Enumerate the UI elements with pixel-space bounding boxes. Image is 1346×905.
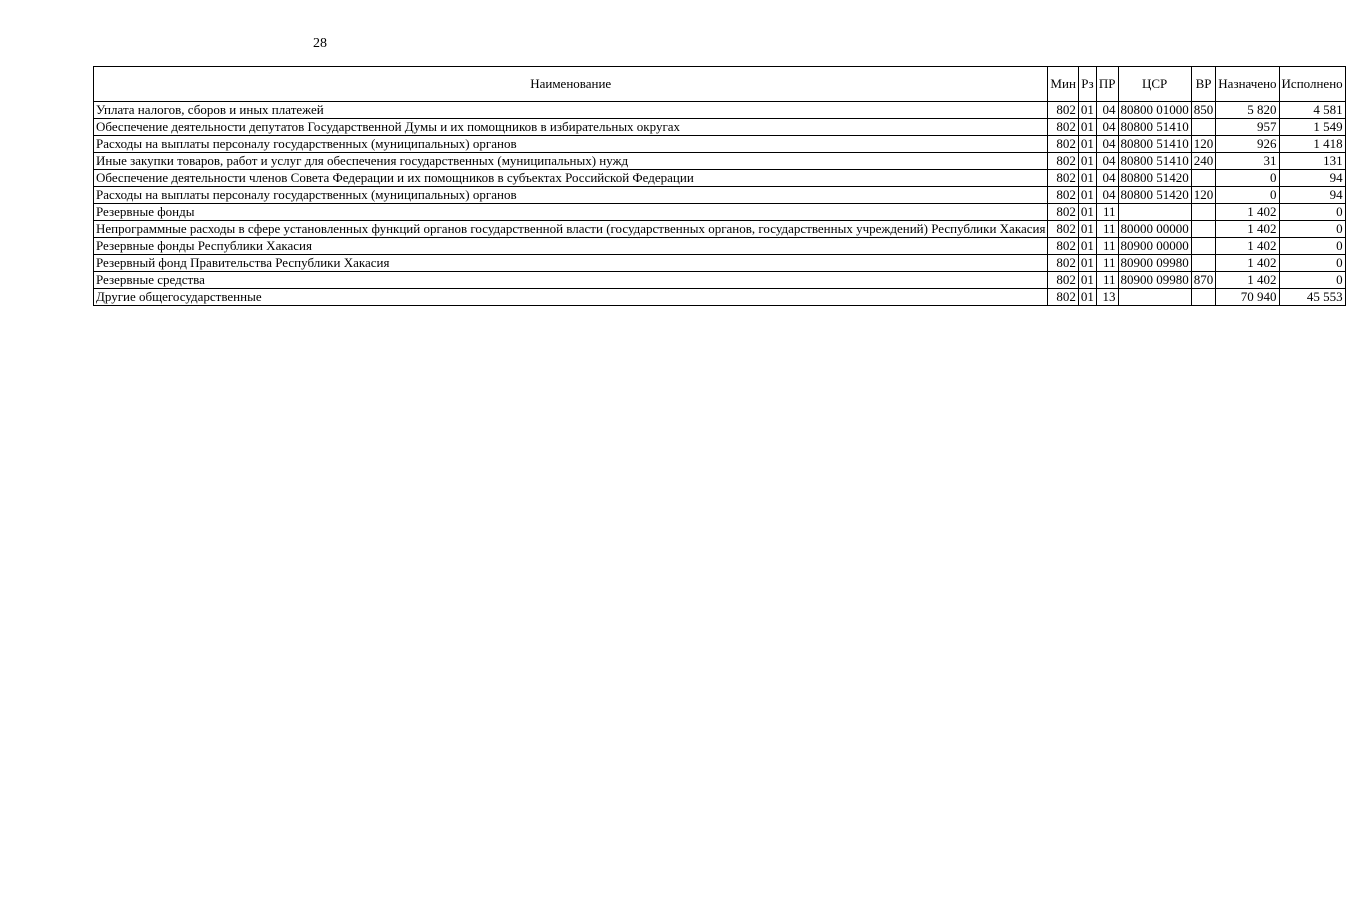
row-vr: [1191, 170, 1216, 187]
row-executed: 4 581: [1279, 102, 1345, 119]
table-row: [94, 204, 1346, 221]
row-vr: [1191, 204, 1216, 221]
row-csr: 80900 09980: [1118, 272, 1191, 289]
row-pr: 11: [1096, 272, 1118, 289]
row-assigned: 1 402: [1216, 204, 1279, 221]
row-rz: 01: [1078, 272, 1096, 289]
row-min: 802: [1048, 153, 1078, 170]
row-assigned: 1 402: [1216, 238, 1279, 255]
row-csr: [1118, 204, 1191, 221]
row-name: Резервные средства: [94, 272, 1048, 289]
row-rz: 01: [1078, 238, 1096, 255]
header-vr: ВР: [1191, 67, 1216, 102]
row-executed: 1 418: [1279, 136, 1345, 153]
table-row: [94, 272, 1346, 289]
row-assigned: 5 820: [1216, 102, 1279, 119]
row-name: Обеспечение деятельности членов Совета Федерации и их помощников в субъектах Российской Федерации: [94, 170, 1048, 187]
row-csr: 80800 51420: [1118, 170, 1191, 187]
row-rz: 01: [1078, 119, 1096, 136]
row-min: 802: [1048, 238, 1078, 255]
row-assigned: 70 940: [1216, 289, 1279, 306]
row-assigned: 1 402: [1216, 272, 1279, 289]
row-name: Расходы на выплаты персоналу государственных (муниципальных) органов: [94, 187, 1048, 204]
row-pr: 04: [1096, 187, 1118, 204]
table-row: [94, 289, 1346, 306]
table-header-row: [94, 67, 1346, 102]
header-assigned: Назначено: [1216, 67, 1279, 102]
row-assigned: 957: [1216, 119, 1279, 136]
row-executed: 94: [1279, 170, 1345, 187]
row-name: Резервный фонд Правительства Республики Хакасия: [94, 255, 1048, 272]
table-row: [94, 221, 1346, 238]
table-row: [94, 136, 1346, 153]
row-min: 802: [1048, 255, 1078, 272]
page-number: 28: [313, 36, 327, 51]
row-assigned: 31: [1216, 153, 1279, 170]
row-csr: 80900 09980: [1118, 255, 1191, 272]
header-name: Наименование: [94, 67, 1048, 102]
row-min: 802: [1048, 272, 1078, 289]
row-pr: 04: [1096, 170, 1118, 187]
row-min: 802: [1048, 119, 1078, 136]
row-csr: 80900 00000: [1118, 238, 1191, 255]
row-name: Непрограммные расходы в сфере установленных функций органов государственной власти (государственных органов, государственных учреждений) Республики Хакасия: [94, 221, 1048, 238]
row-assigned: 0: [1216, 187, 1279, 204]
row-vr: 240: [1191, 153, 1216, 170]
row-assigned: 0: [1216, 170, 1279, 187]
row-vr: [1191, 289, 1216, 306]
budget-table: [93, 66, 1346, 306]
row-assigned: 926: [1216, 136, 1279, 153]
row-min: 802: [1048, 102, 1078, 119]
row-vr: 120: [1191, 187, 1216, 204]
row-min: 802: [1048, 170, 1078, 187]
row-rz: 01: [1078, 153, 1096, 170]
row-csr: 80800 51410: [1118, 136, 1191, 153]
row-executed: 0: [1279, 204, 1345, 221]
header-pr: ПР: [1096, 67, 1118, 102]
table-row: [94, 170, 1346, 187]
row-name: Другие общегосударственные: [94, 289, 1048, 306]
row-name: Уплата налогов, сборов и иных платежей: [94, 102, 1048, 119]
header-rz: Рз: [1078, 67, 1096, 102]
row-executed: 94: [1279, 187, 1345, 204]
row-min: 802: [1048, 187, 1078, 204]
table-row: [94, 153, 1346, 170]
row-rz: 01: [1078, 221, 1096, 238]
table-row: [94, 187, 1346, 204]
row-pr: 11: [1096, 238, 1118, 255]
row-vr: 120: [1191, 136, 1216, 153]
row-vr: 850: [1191, 102, 1216, 119]
row-csr: 80800 51410: [1118, 119, 1191, 136]
table-row: [94, 102, 1346, 119]
row-pr: 04: [1096, 119, 1118, 136]
table-row: [94, 119, 1346, 136]
row-executed: 0: [1279, 255, 1345, 272]
row-csr: 80800 51420: [1118, 187, 1191, 204]
row-csr: 80000 00000: [1118, 221, 1191, 238]
row-vr: [1191, 221, 1216, 238]
row-rz: 01: [1078, 289, 1096, 306]
row-rz: 01: [1078, 204, 1096, 221]
row-rz: 01: [1078, 136, 1096, 153]
row-vr: [1191, 119, 1216, 136]
table-row: [94, 238, 1346, 255]
row-vr: [1191, 238, 1216, 255]
row-name: Иные закупки товаров, работ и услуг для обеспечения государственных (муниципальных) нужд: [94, 153, 1048, 170]
header-executed: Исполнено: [1279, 67, 1345, 102]
header-min: Мин: [1048, 67, 1078, 102]
row-csr: [1118, 289, 1191, 306]
row-pr: 11: [1096, 255, 1118, 272]
row-rz: 01: [1078, 255, 1096, 272]
row-min: 802: [1048, 136, 1078, 153]
row-min: 802: [1048, 221, 1078, 238]
row-min: 802: [1048, 204, 1078, 221]
row-pr: 11: [1096, 204, 1118, 221]
row-min: 802: [1048, 289, 1078, 306]
row-executed: 0: [1279, 272, 1345, 289]
row-vr: 870: [1191, 272, 1216, 289]
row-name: Обеспечение деятельности депутатов Государственной Думы и их помощников в избирательных округах: [94, 119, 1048, 136]
row-vr: [1191, 255, 1216, 272]
row-rz: 01: [1078, 187, 1096, 204]
row-pr: 04: [1096, 136, 1118, 153]
row-executed: 45 553: [1279, 289, 1345, 306]
table-row: [94, 255, 1346, 272]
row-rz: 01: [1078, 170, 1096, 187]
row-csr: 80800 51410: [1118, 153, 1191, 170]
row-csr: 80800 01000: [1118, 102, 1191, 119]
row-pr: 04: [1096, 153, 1118, 170]
row-executed: 0: [1279, 221, 1345, 238]
row-executed: 0: [1279, 238, 1345, 255]
row-assigned: 1 402: [1216, 255, 1279, 272]
row-name: Расходы на выплаты персоналу государственных (муниципальных) органов: [94, 136, 1048, 153]
row-pr: 13: [1096, 289, 1118, 306]
row-rz: 01: [1078, 102, 1096, 119]
header-csr: ЦСР: [1118, 67, 1191, 102]
row-name: Резервные фонды: [94, 204, 1048, 221]
row-pr: 11: [1096, 221, 1118, 238]
row-pr: 04: [1096, 102, 1118, 119]
row-name: Резервные фонды Республики Хакасия: [94, 238, 1048, 255]
row-executed: 131: [1279, 153, 1345, 170]
row-executed: 1 549: [1279, 119, 1345, 136]
row-assigned: 1 402: [1216, 221, 1279, 238]
